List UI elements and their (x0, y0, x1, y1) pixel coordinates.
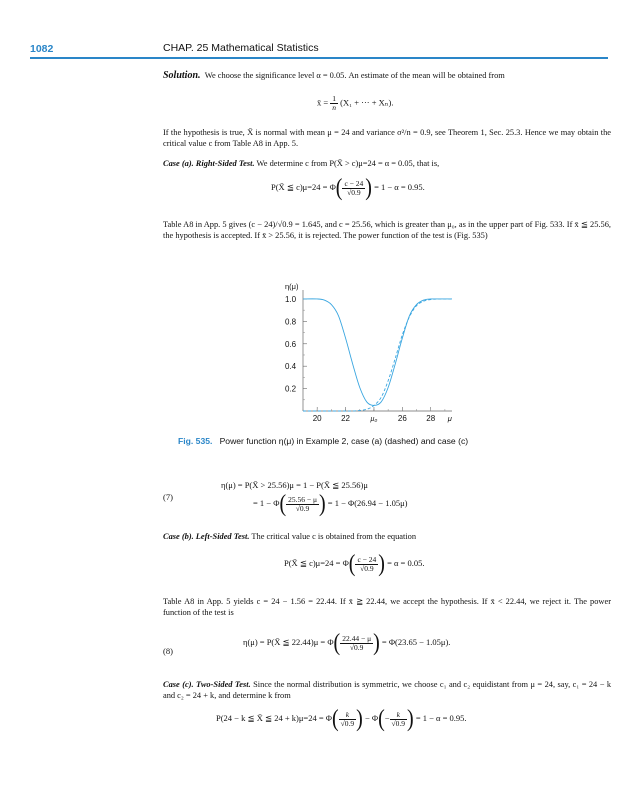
x-tick-label: 22 (341, 414, 351, 423)
case-c-mid: − Φ (364, 712, 379, 723)
eq7-line2-rhs: = 1 − Φ(26.94 − 1.05μ) (327, 497, 408, 508)
case-c-fraction-2 (390, 711, 408, 728)
case-a-eq-rhs: = 1 − α = 0.95. (374, 181, 425, 192)
solution-paragraph (163, 71, 611, 82)
y-tick-label: 0.2 (285, 384, 297, 394)
mean-eq-rhs: (X₁ + ··· + Xₙ). (340, 97, 394, 108)
eq7-line2-num: 25.56 − μ (288, 494, 317, 504)
mu0-label: μ₀ (370, 416, 378, 423)
case-c-den1: √0.9 (340, 718, 355, 728)
case-a-result: Table A8 in App. 5 gives (c − 24)/√0.9 = 1.645, and c = 25.56, which is greater than μ₀, as in the upper part of Fig. 533. If x̄ ≦ 25.56, the hypothesis is accepted. If x̄ > 25.56, it is rejected. The power function of the test is (Fig. 535) (163, 220, 611, 240)
eq8-rhs: = Φ(23.65 − 1.05μ). (381, 636, 451, 647)
figure-caption (178, 436, 468, 446)
case-a-equation: P(X̄ ≦ c)μ=24 = Φ( $\frac{c - 24}{√0.9}$ ) = 1 − α = 0.95. (271, 174, 425, 202)
x-axis-label: μ (447, 414, 452, 423)
hypothesis-paragraph: If the hypothesis is true, X̄ is normal with mean μ = 24 and variance σ²/n = 0.9, see Theorem 1, Sec. 25.3. Hence we may obtain the critical value c from Table A8 in App. 5. (163, 128, 611, 148)
eq7-line2: = 1 − Φ( $\frac{25.56 - \mu}{√0.9}$ ) = 1 − Φ(26.94 − 1.05μ) (253, 490, 408, 518)
y-axis-label: η(μ) (285, 282, 299, 291)
eq8-den: √0.9 (349, 642, 364, 652)
case-a-paragraph (163, 159, 611, 170)
case-b-label: Case (b). (163, 532, 194, 541)
eq7-line1: η(μ) = P(X̄ > 25.56)μ = 1 − P(X̄ ≦ 25.56)μ (221, 480, 368, 490)
series-case-c-solid (303, 299, 452, 406)
case-c-num2-sign: − (384, 712, 390, 723)
solution-text: We choose the significance level α = 0.05. An estimate of the mean will be obtained from (204, 71, 505, 80)
case-c-paragraph (163, 680, 611, 701)
chart-layer (285, 282, 452, 423)
case-c-num2: k (390, 711, 408, 720)
mean-eq-den: n (332, 103, 337, 112)
case-a-eq-fraction (342, 180, 365, 197)
case-a-label: Case (a). (163, 159, 194, 168)
case-b-text: The critical value c is obtained from the equation (251, 532, 417, 541)
case-b-eq-rhs: = α = 0.05. (387, 557, 425, 568)
solution-label: Solution. (163, 70, 201, 81)
x-tick-label: 28 (426, 414, 436, 423)
x-tick-label: 20 (312, 414, 322, 423)
case-b-eq-num: c − 24 (357, 554, 377, 564)
case-b-result: Table A8 in App. 5 yields c = 24 − 1.56 = 22.44. If x̄ ≧ 22.44, we accept the hypothesis. If x̄ < 22.44, we reject it. The power function of the test is (163, 597, 611, 617)
eq7-line2-den: √0.9 (295, 503, 310, 513)
eq8-fraction (340, 635, 373, 652)
eq8-lhs: η(μ) = P(X̄ ≦ 22.44)μ = Φ (243, 636, 334, 647)
case-b-equation: P(X̄ ≦ c)μ=24 = Φ( $\frac{c - 24}{√0.9}$ ) = α = 0.05. (284, 550, 425, 578)
header-rule (30, 57, 608, 59)
eq7-line2-lhs: = 1 − Φ (253, 497, 280, 508)
case-b-eq-fraction (355, 556, 378, 573)
mean-eq-num: 1 (332, 94, 337, 103)
mean-eq-lhs: x̄ = (317, 97, 329, 108)
case-c-text: Since the normal distribution is symmetric, we choose c₁ and c₂ equidistant from μ = 24, say, c₁ = 24 − k and c₂ = 24 + k, and determine k from (163, 680, 612, 700)
case-a-eq-num: c − 24 (344, 178, 364, 188)
figure-caption-text: Power function η(μ) in Example 2, case (a) (dashed) and case (c) (219, 436, 469, 446)
case-b-eq-lhs: P(X̄ ≦ c)μ=24 = Φ (284, 557, 349, 568)
y-tick-label: 1.0 (285, 294, 297, 304)
case-c-fraction-1 (339, 711, 357, 728)
case-a-eq-den: √0.9 (347, 187, 361, 197)
x-tick-label: 26 (397, 414, 407, 423)
case-c-den2: √0.9 (391, 718, 406, 728)
case-a-text: We determine c from P(X̄ > c)μ=24 = α = 0.05, that is, (256, 159, 440, 168)
y-tick-label: 0.4 (285, 362, 297, 372)
chapter-title: CHAP. 25 Mathematical Statistics (163, 42, 319, 54)
case-b-title: Left-Sided Test. (195, 532, 250, 541)
case-a-title: Right-Sided Test. (195, 159, 255, 168)
eq7-line2-fraction (286, 496, 319, 513)
power-function-chart (0, 280, 639, 430)
case-c-label: Case (c). (163, 680, 194, 689)
mean-eq-fraction (330, 95, 338, 112)
case-c-title: Two-Sided Test. (196, 680, 251, 689)
case-b-eq-den: √0.9 (360, 563, 374, 573)
case-c-equation: P(24 − k ≦ X̄ ≦ 24 + k)μ=24 = Φ( $\frac{k}{√0.9}$ ) − Φ(− $\frac{k}{√0.9}$ ) = 1 − α = 0.95. (216, 705, 467, 733)
y-tick-label: 0.8 (285, 317, 297, 327)
eq8-equation: η(μ) = P(X̄ ≦ 22.44)μ = Φ( $\frac{22.44 - \mu}{√0.9}$ ) = Φ(23.65 − 1.05μ). (243, 629, 451, 657)
case-c-num1: k (339, 711, 357, 720)
eq7-number: (7) (163, 492, 173, 502)
case-c-eq-rhs: = 1 − α = 0.95. (415, 712, 467, 723)
eq8-num: 22.44 − μ (342, 633, 372, 643)
case-c-eq-lhs: P(24 − k ≦ X̄ ≦ 24 + k)μ=24 = Φ (216, 712, 332, 723)
series-case-a-dashed (303, 299, 452, 411)
case-b-paragraph (163, 532, 611, 543)
case-a-eq-lhs: P(X̄ ≦ c)μ=24 = Φ (271, 181, 336, 192)
figure-caption-label: Fig. 535. (178, 436, 213, 446)
mean-equation (317, 95, 393, 112)
eq8-number: (8) (163, 646, 173, 656)
y-tick-label: 0.6 (285, 339, 297, 349)
page-number: 1082 (30, 43, 54, 55)
